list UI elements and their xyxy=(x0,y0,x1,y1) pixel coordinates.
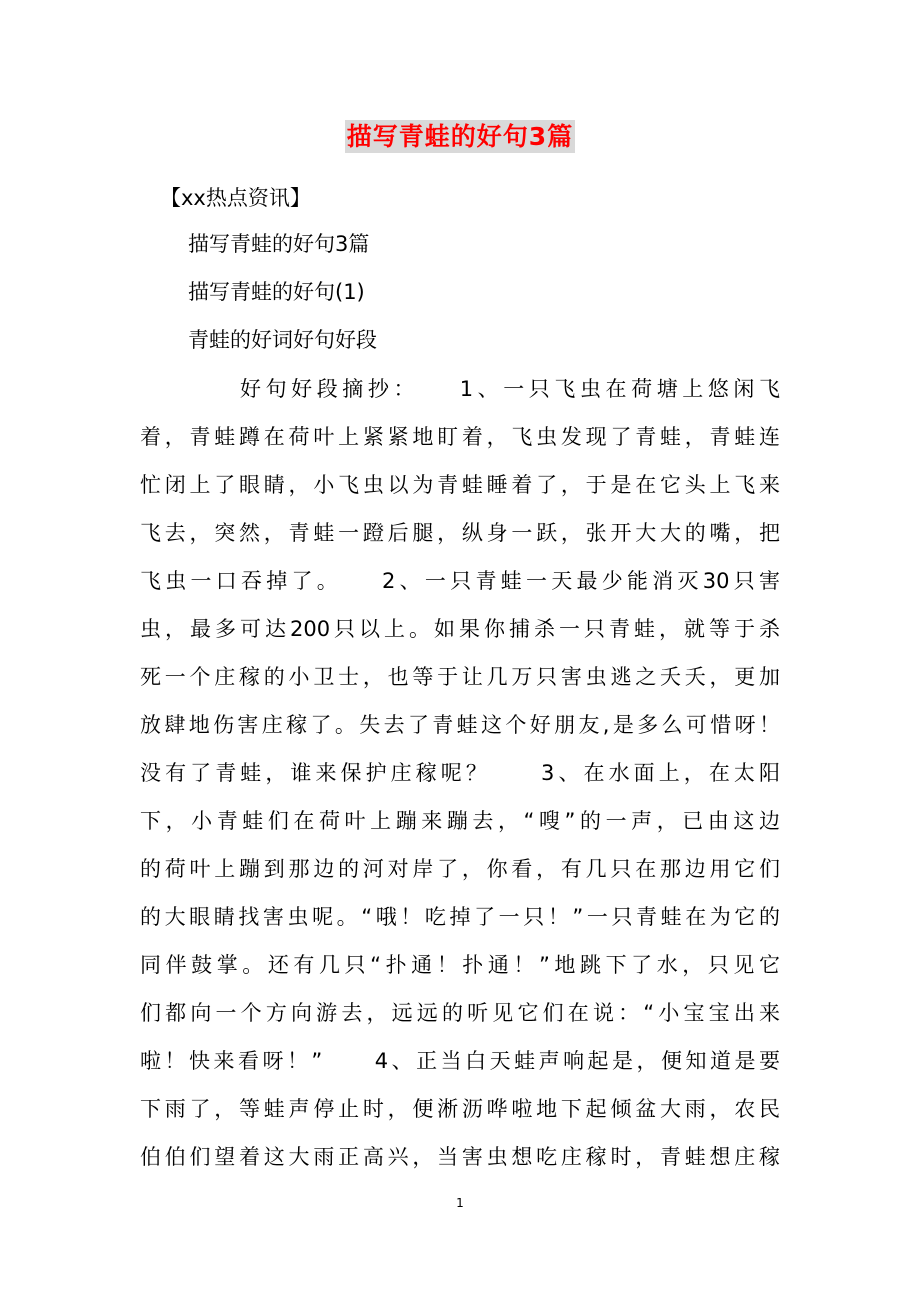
source-label: 【xx热点资讯】 xyxy=(160,186,311,210)
paragraph-line: 啦！快来看呀！” 4、正当白天蛙声响起是，便知道是要 xyxy=(140,1049,780,1073)
paragraph-line: 下，小青蛙们在荷叶上蹦来蹦去，“嗖”的一声，已由这边 xyxy=(140,809,780,833)
paragraph-line: 伯伯们望着这大雨正高兴，当害虫想吃庄稼时，青蛙想庄稼 xyxy=(140,1145,780,1169)
paragraph-line: 同伴鼓掌。还有几只“扑通！扑通！”地跳下了水，只见它 xyxy=(140,953,780,977)
document-title-text: 描写青蛙的好句3篇 xyxy=(346,122,574,151)
paragraph-line: 着，青蛙蹲在荷叶上紧紧地盯着，飞虫发现了青蛙，青蛙连 xyxy=(140,425,780,449)
paragraph-line: 虫，最多可达200只以上。如果你捕杀一只青蛙，就等于杀 xyxy=(140,617,780,641)
paragraph-line: 死一个庄稼的小卫士，也等于让几万只害虫逃之夭夭，更加 xyxy=(140,665,780,689)
document-title xyxy=(0,117,920,153)
subtitle-line: 描写青蛙的好句3篇 xyxy=(188,232,370,256)
paragraph-line: 飞虫一口吞掉了。 2、一只青蛙一天最少能消灭30只害 xyxy=(140,569,780,593)
paragraph-line: 们都向一个方向游去，远远的听见它们在说：“小宝宝出来 xyxy=(140,1001,780,1025)
paragraph-first-line: 好句好段摘抄： 1、一只飞虫在荷塘上悠闲飞 xyxy=(240,377,780,401)
paragraph-line: 的荷叶上蹦到那边的河对岸了，你看，有几只在那边用它们 xyxy=(140,857,780,881)
paragraph-line: 的大眼睛找害虫呢。“哦！吃掉了一只！”一只青蛙在为它的 xyxy=(140,905,780,929)
sub-heading: 青蛙的好词好句好段 xyxy=(188,328,377,352)
section-heading: 描写青蛙的好句(1) xyxy=(188,280,365,304)
paragraph-line: 飞去，突然，青蛙一蹬后腿，纵身一跃，张开大大的嘴，把 xyxy=(140,521,780,545)
paragraph-line: 下雨了，等蛙声停止时，便淅沥哗啦地下起倾盆大雨，农民 xyxy=(140,1097,780,1121)
paragraph-line: 忙闭上了眼睛，小飞虫以为青蛙睡着了，于是在它头上飞来 xyxy=(140,473,780,497)
paragraph-line: 没有了青蛙，谁来保护庄稼呢？ 3、在水面上，在太阳 xyxy=(140,761,780,785)
paragraph-line: 放肆地伤害庄稼了。失去了青蛙这个好朋友,是多么可惜呀！ xyxy=(140,713,780,737)
page-number: 1 xyxy=(456,1196,464,1210)
